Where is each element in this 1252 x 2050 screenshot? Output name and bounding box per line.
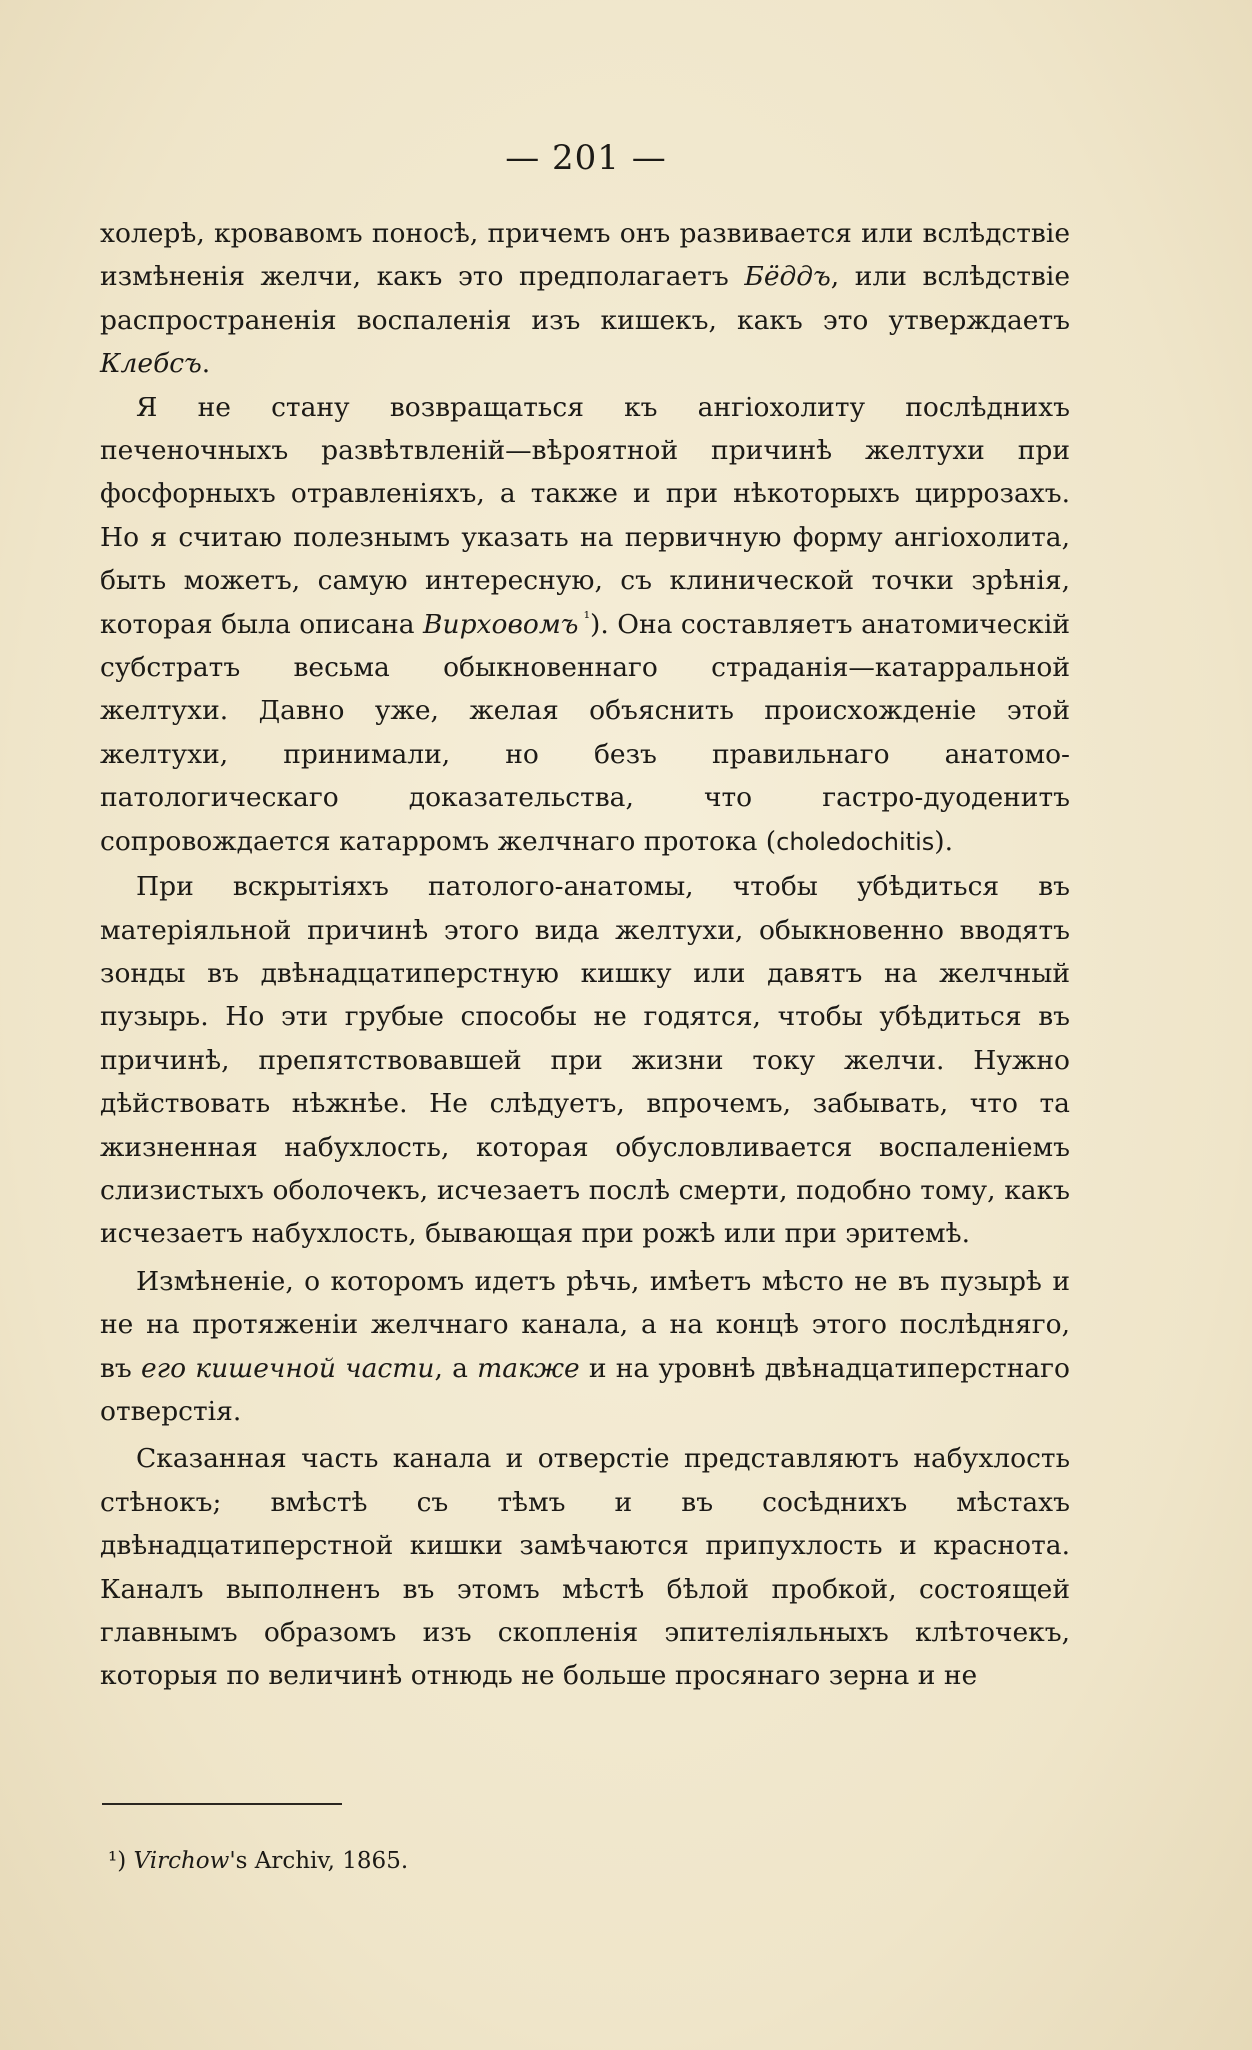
- latin-term: choledochitis: [776, 827, 935, 856]
- paragraph-4: [100, 1260, 1070, 1434]
- text-run: Сказанная часть канала и отверстіе представляютъ набухлость стѣнокъ; вмѣстѣ съ тѣмъ и въ сосѣднихъ мѣстахъ двѣнадцатиперстной кишки замѣчаются припухлость и краснота. Каналъ выполненъ въ этомъ мѣстѣ бѣлой пробкой, состоящей главнымъ образомъ изъ скопленія эпителіяльныхъ клѣточекъ, которыя по величинѣ отнюдь не больше просянаго зерна и не: [100, 1443, 1070, 1692]
- footnote: [108, 1848, 408, 1874]
- text-run: холерѣ, кровавомъ поносѣ, причемъ онъ развивается или вслѣдствіе измѣненія желчи, какъ это предполагаетъ: [100, 218, 1070, 293]
- text-run: При вскрытіяхъ патолого-анатомы, чтобы убѣдиться въ матеріяльной причинѣ этого вида желтухи, обыкновенно вводятъ зонды въ двѣнадцатиперстную кишку или давятъ на желчный пузырь. Но эти грубые способы не годятся, чтобы убѣдиться въ причинѣ, препятствовавшей при жизни току желчи. Нужно дѣйствовать нѣжнѣе. Не слѣдуетъ, впрочемъ, забывать, что та жизненная набухлость, которая обусловливается воспаленіемъ слизистыхъ оболочекъ, исчезаетъ послѣ смерти, подобно тому, какъ исчезаетъ набухлость, бывающая при рожѣ или при эритемѣ.: [100, 871, 1070, 1250]
- italic-name: его кишечной части: [141, 1352, 435, 1384]
- paragraph-5: [100, 1437, 1070, 1697]
- text-run: и на уровнѣ двѣнадцатиперстнаго отверстія.: [100, 1352, 1071, 1427]
- text-run: , или вслѣдствіе распространенія воспаленія изъ кишекъ, какъ это утверждаетъ: [100, 261, 1071, 336]
- footnote-marker: ¹): [108, 1848, 127, 1874]
- text-run: .: [201, 348, 211, 380]
- paragraph-3: [100, 865, 1070, 1256]
- italic-name: Клебсъ: [100, 348, 202, 380]
- paragraph-2: [100, 386, 1070, 864]
- text-run: ).: [934, 825, 954, 857]
- footnote-rest: 's Archiv, 1865.: [229, 1848, 409, 1874]
- text-run: ). Она составляетъ анатомическій субстратъ весьма обыкновеннаго страданія—катарральной желтухи. Давно уже, желая объяснить происхожденіе этой желтухи, принимали, но безъ правильнаго анатомо-патологическаго доказательства, что гастро-дуоденитъ сопровождается катарромъ желчнаго протока (: [100, 608, 1071, 857]
- italic-name: Вирховомъ: [423, 608, 579, 640]
- footnote-divider: [102, 1803, 342, 1805]
- footnote-source: Virchow: [133, 1848, 230, 1874]
- italic-name: Бёддъ: [744, 261, 831, 293]
- footnote-ref: ¹: [578, 607, 591, 627]
- body-text: [100, 212, 1070, 1698]
- italic-name: также: [477, 1352, 580, 1384]
- text-run: Измѣненіе, о которомъ идетъ рѣчь, имѣетъ мѣсто не въ пузырѣ и не на протяженіи желчнаго канала, а на концѣ этого послѣдняго, въ: [100, 1265, 1070, 1384]
- text-run: , а: [434, 1352, 478, 1384]
- page-number: — 201 —: [505, 138, 667, 178]
- paragraph-1: [100, 212, 1070, 386]
- text-run: Я не стану возвращаться къ ангіохолиту послѣднихъ печеночныхъ развѣтвленій—вѣроятной причинѣ желтухи при фосфорныхъ отравленіяхъ, а также и при нѣкоторыхъ циррозахъ. Но я считаю полезнымъ указать на первичную форму ангіохолита, быть можетъ, самую интересную, съ клинической точки зрѣнія, которая была описана: [100, 391, 1070, 640]
